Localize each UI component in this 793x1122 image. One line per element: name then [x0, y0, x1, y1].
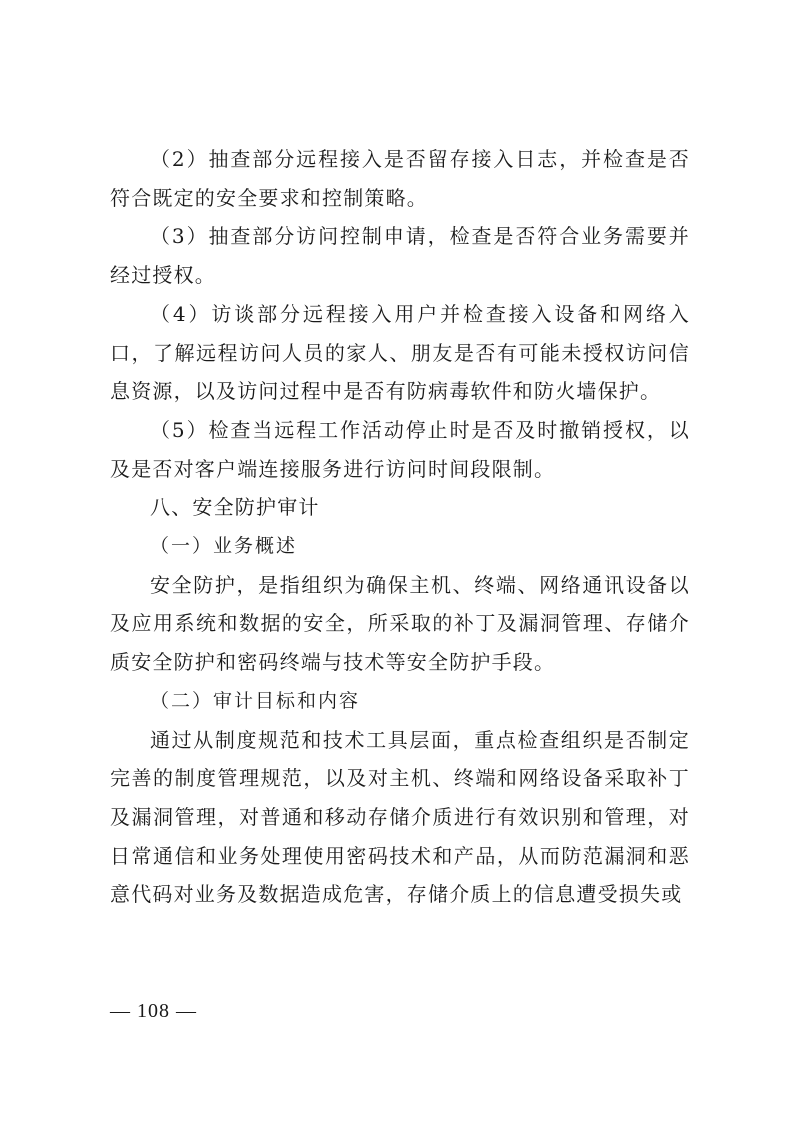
subsection-heading-audit-objectives: （二）审计目标和内容 [150, 689, 361, 712]
page-number: — 108 — [110, 1000, 197, 1022]
document-body [110, 140, 690, 914]
paragraph-audit-objectives-content: 通过从制度规范和技术工具层面，重点检查组织是否制定完善的制度管理规范，以及对主机、终端和网络设备采取补丁及漏洞管理，对普通和移动存储介质进行有效识别和管理，对日常通信和业务处理使用密码技术和产品，从而防范漏洞和恶意代码对业务及数据造成危害，存储介质上的信息遭受损失或 [110, 727, 690, 907]
section-heading-security-protection-audit: 八、安全防护审计 [150, 495, 320, 520]
paragraph-remote-user-interview: （4）访谈部分远程接入用户并检查接入设备和网络入口，了解远程访问人员的家人、朋友是否有可能未授权访问信息资源，以及访问过程中是否有防病毒软件和防火墙保护。 [110, 301, 690, 404]
subsection-heading-business-overview: （一）业务概述 [150, 535, 298, 558]
paragraph-revoke-authorization-check: （5）检查当远程工作活动停止时是否及时撤销授权，以及是否对客户端连接服务进行访问时间段限制。 [110, 417, 690, 481]
paragraph-access-control-request-check: （3）抽查部分访问控制申请，检查是否符合业务需要并经过授权。 [110, 224, 690, 288]
paragraph-security-protection-definition: 安全防护，是指组织为确保主机、终端、网络通讯设备以及应用系统和数据的安全，所采取的补丁及漏洞管理、存储介质安全防护和密码终端与技术等安全防护手段。 [110, 572, 690, 675]
paragraph-remote-access-log-check: （2）抽查部分远程接入是否留存接入日志，并检查是否符合既定的安全要求和控制策略。 [110, 147, 690, 210]
